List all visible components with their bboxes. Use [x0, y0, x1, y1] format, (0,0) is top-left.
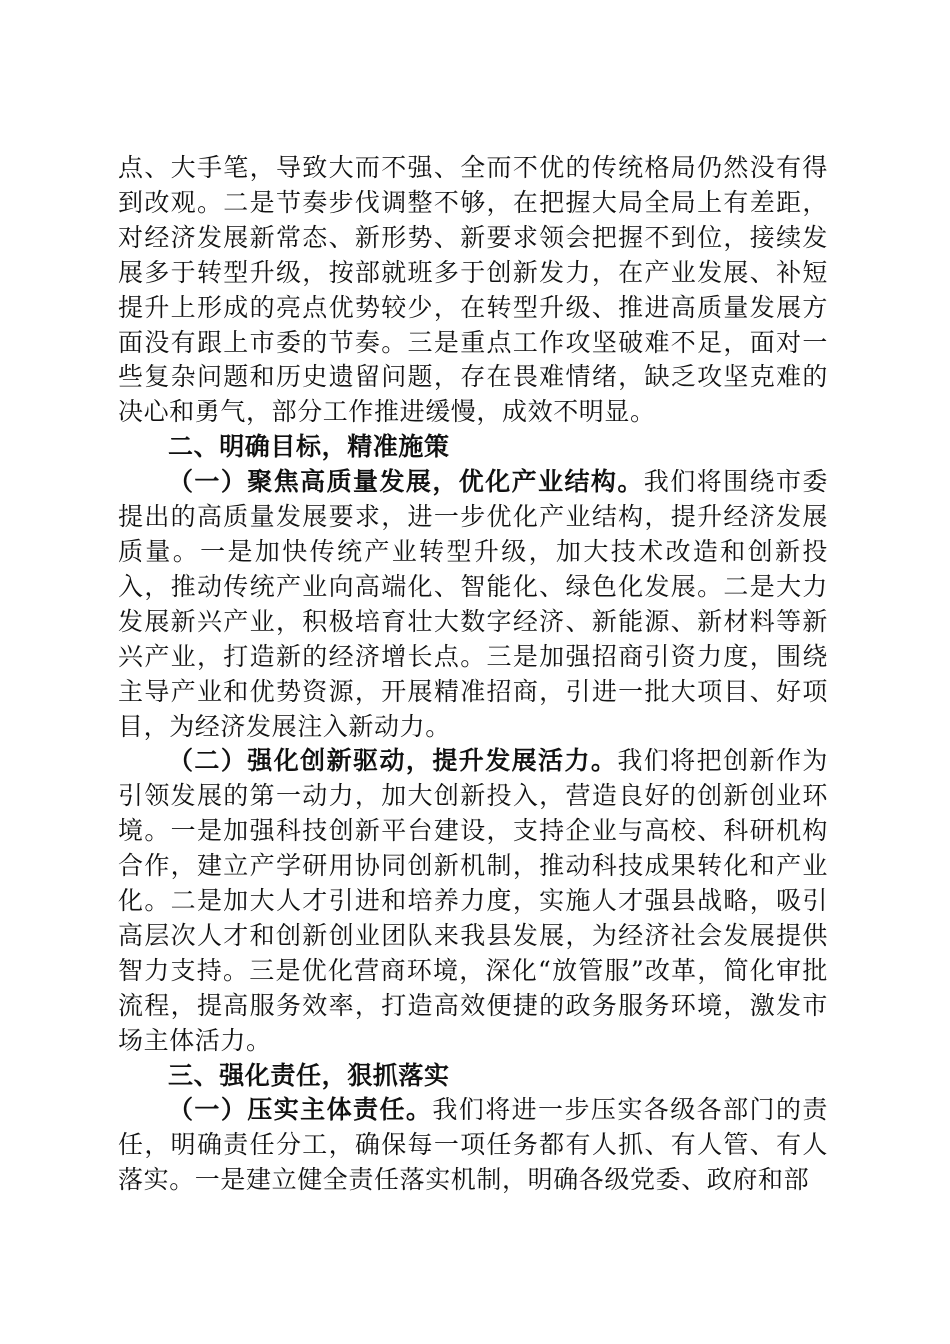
document-page	[118, 151, 828, 1198]
section-heading-2: 二、明确目标，精准施策	[168, 432, 450, 462]
body-2-2: 我们将把创新作为引领发展的第一动力，加大创新投入，营造良好的创新创业环境。一是加强科技创新平台建设，支持企业与高校、科研机构合作，建立产学研用协同创新机制，推动科技成果转化和产业化。二是加大人才引进和培养力度，实施人才强县战略，吸引高层次人才和创新创业团队来我县发展，为经济社会发展提供智力支持。三是优化营商环境，深化“放管服”改革，简化审批流程，提高服务效率，打造高效便捷的政务服务环境，激发市场主体活力。	[118, 746, 828, 1055]
body-3-1: 我们将进一步压实各级各部门的责任，明确责任分工，确保每一项任务都有人抓、有人管、有人落实。一是建立健全责任落实机制，明确各级党委、政府和部	[118, 1095, 828, 1195]
paragraph-problems: 点、大手笔，导致大而不强、全而不优的传统格局仍然没有得到改观。二是节奏步伐调整不够，在把握大局全局上有差距，对经济发展新常态、新形势、新要求领会把握不到位，接续发展多于转型升级，按部就班多于创新发力，在产业发展、补短提升上形成的亮点优势较少，在转型升级、推进高质量发展方面没有跟上市委的节奏。三是重点工作攻坚破难不足，面对一些复杂问题和历史遗留问题，存在畏难情绪，缺乏攻坚克难的决心和勇气，部分工作推进缓慢，成效不明显。	[118, 153, 828, 427]
subheading-2-1: （一）聚焦高质量发展，优化产业结构。	[168, 467, 644, 497]
paragraph-2-1	[118, 465, 828, 744]
paragraph-3-1	[118, 1093, 828, 1198]
subheading-2-2: （二）强化创新驱动，提升发展活力。	[168, 746, 618, 776]
subheading-3-1: （一）压实主体责任。	[168, 1095, 433, 1125]
paragraph-2-2	[118, 744, 828, 1058]
section-heading-3: 三、强化责任，狠抓落实	[168, 1060, 450, 1090]
body-2-1: 我们将围绕市委提出的高质量发展要求，进一步优化产业结构，提升经济发展质量。一是加快传统产业转型升级，加大技术改造和创新投入，推动传统产业向高端化、智能化、绿色化发展。二是大力发展新兴产业，积极培育壮大数字经济、新能源、新材料等新兴产业，打造新的经济增长点。三是加强招商引资力度，围绕主导产业和优势资源，开展精准招商，引进一批大项目、好项目，为经济发展注入新动力。	[118, 467, 828, 741]
